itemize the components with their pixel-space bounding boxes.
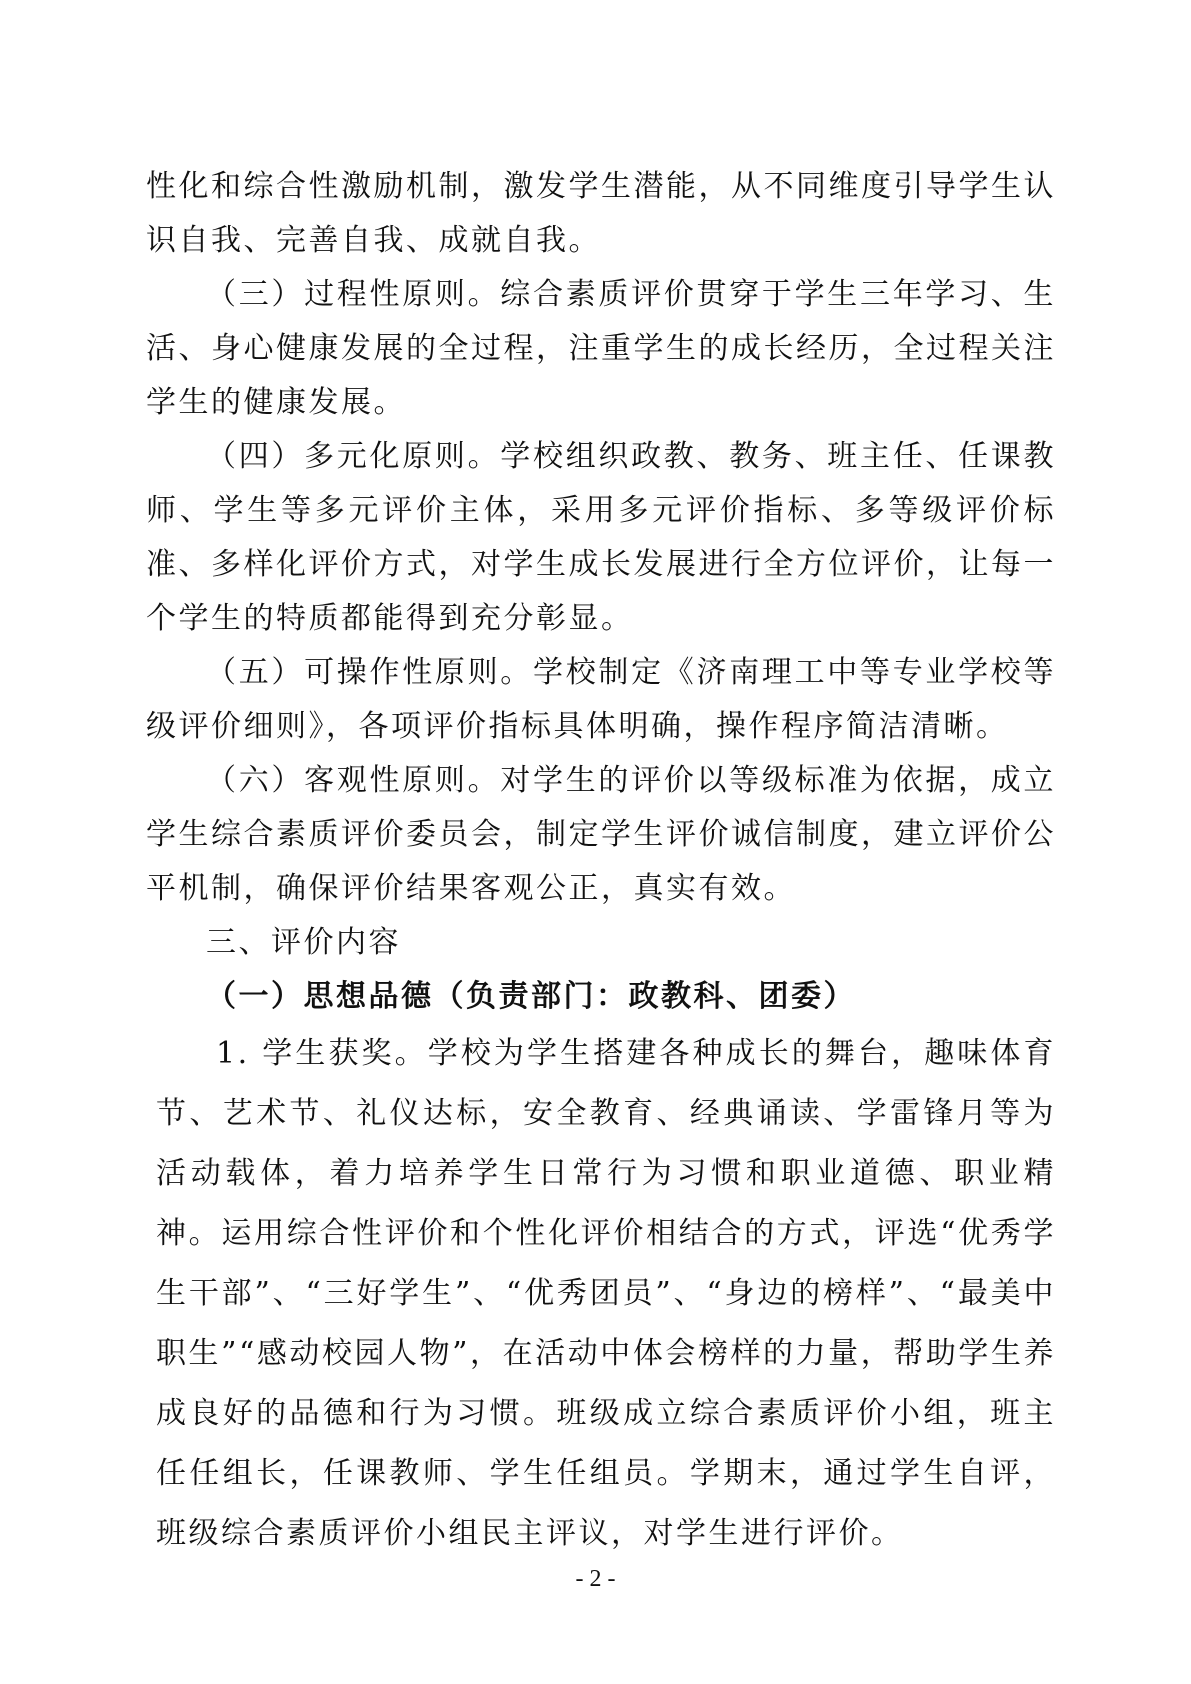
sub-heading: （一）思想品德（负责部门：政教科、团委）	[206, 979, 856, 1014]
document-body	[146, 160, 1056, 1564]
paragraph-operability-principle: （五）可操作性原则。学校制定《济南理工中等专业学校等级评价细则》，各项评价指标具体明确，操作程序简洁清晰。	[146, 655, 1056, 744]
page-number: - 2 -	[575, 1566, 616, 1592]
paragraph-objectivity-principle: （六）客观性原则。对学生的评价以等级标准为依据，成立学生综合素质评价委员会，制定学生评价诚信制度，建立评价公平机制，确保评价结果客观公正，真实有效。	[146, 763, 1056, 906]
section-heading: 三、评价内容	[206, 925, 401, 960]
paragraph-student-awards: 1. 学生获奖。学校为学生搭建各种成长的舞台，趣味体育节、艺术节、礼仪达标，安全教育、经典诵读、学雷锋月等为活动载体，着力培养学生日常行为习惯和职业道德、职业精神。运用综合性评价和个性化评价相结合的方式，评选“优秀学生干部”、“三好学生”、“优秀团员”、“身边的榜样”、“最美中职生”“感动校园人物”，在活动中体会榜样的力量，帮助学生养成良好的品德和行为习惯。班级成立综合素质评价小组，班主任任组长，任课教师、学生任组员。学期末，通过学生自评，班级综合素质评价小组民主评议，对学生进行评价。	[156, 1036, 1056, 1551]
paragraph-diversity-principle: （四）多元化原则。学校组织政教、教务、班主任、任课教师、学生等多元评价主体，采用多元评价指标、多等级评价标准、多样化评价方式，对学生成长发展进行全方位评价，让每一个学生的特质都能得到充分彰显。	[146, 439, 1056, 636]
paragraph-intro-continuation: 性化和综合性激励机制，激发学生潜能，从不同维度引导学生认识自我、完善自我、成就自我。	[146, 169, 1056, 258]
paragraph-process-principle: （三）过程性原则。综合素质评价贯穿于学生三年学习、生活、身心健康发展的全过程，注重学生的成长经历，全过程关注学生的健康发展。	[146, 277, 1056, 420]
